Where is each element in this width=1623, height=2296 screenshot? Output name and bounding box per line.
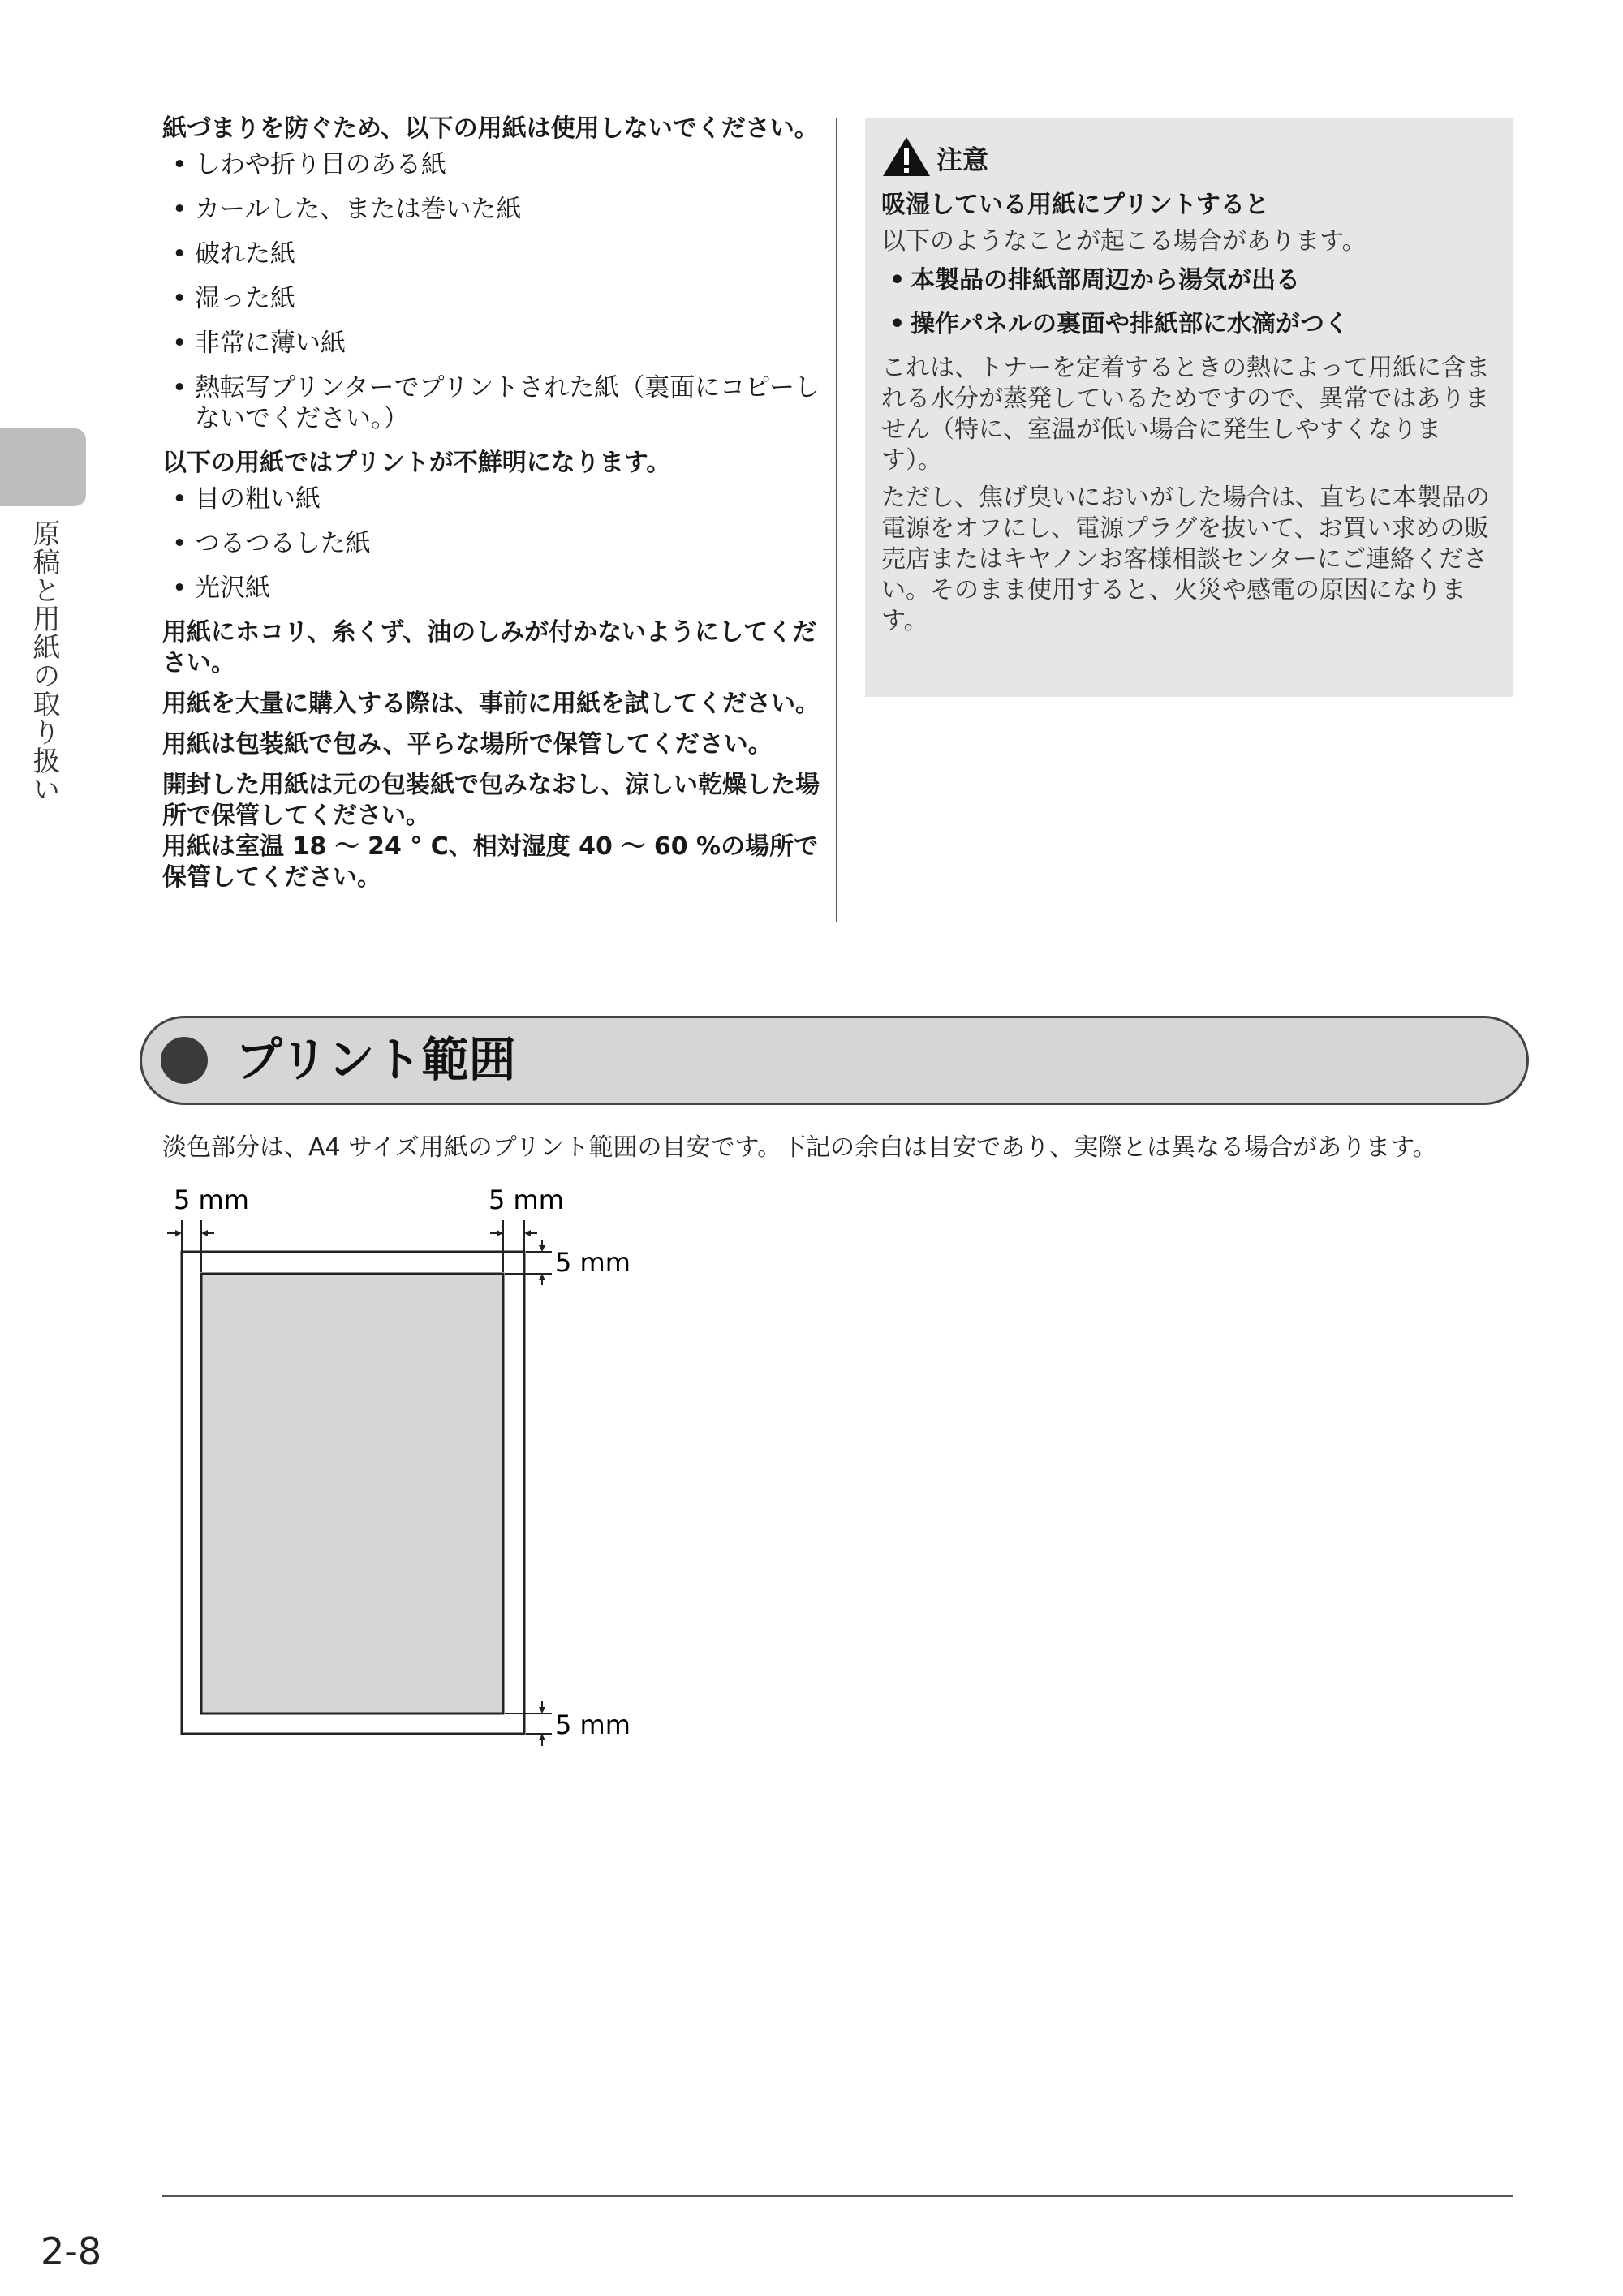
caution-header [881, 137, 1494, 179]
unclear-paper-list [162, 484, 828, 604]
section-intro: 淡色部分は、A4 サイズ用紙のプリント範囲の目安です。下記の余白は目安であり、実際とは異なる場合があります。 [162, 1133, 1437, 1162]
page-number: 2-8 [41, 2229, 102, 2273]
printable-area [201, 1274, 503, 1713]
paper-guidelines [162, 114, 828, 893]
top-margin-label: 5 mm [555, 1247, 631, 1278]
note-temperature: 用紙は室温 18 〜 24 ° C、相対湿度 40 〜 60 %の場所で保管してください。 [162, 832, 819, 892]
bullet-circle-icon [161, 1037, 208, 1084]
list-item: • 本製品の排紙部周辺から湯気が出る [881, 265, 1494, 296]
caution-list [881, 265, 1494, 340]
list-item: • 光沢紙 [162, 573, 828, 604]
footer-rule [162, 2195, 1513, 2197]
heading-avoid-jams: 紙づまりを防ぐため、以下の用紙は使用しないでください。 [162, 114, 819, 143]
warning-icon [881, 135, 932, 181]
list-item: • カールした、または巻いた紙 [162, 194, 828, 225]
note-bulk-purchase: 用紙を大量に購入する際は、事前に用紙を試してください。 [162, 690, 820, 718]
caution-subtitle: 吸湿している用紙にプリントすると [881, 191, 1269, 219]
print-area-diagram [162, 1185, 665, 1772]
caution-warning: ただし、焦げ臭いにおいがした場合は、直ちに本製品の電源をオフにし、電源プラグを抜いて、お買い求めの販売店またはキヤノンお客様相談センターにご連絡ください。そのまま使用すると、火災や感電の原因になります。 [881, 484, 1490, 635]
list-item: • しわや折り目のある紙 [162, 149, 828, 180]
list-item: • 非常に薄い紙 [162, 328, 828, 359]
column-divider [836, 118, 837, 922]
chapter-tab [0, 428, 86, 506]
note-opened-paper: 開封した用紙は元の包装紙で包みなおし、涼しい乾燥した場所で保管してください。 [162, 771, 820, 830]
right-margin-label: 5 mm [489, 1185, 564, 1215]
list-item: • 湿った紙 [162, 283, 828, 314]
chapter-label: 原稿と用紙の取り扱い [28, 519, 60, 803]
heading-unclear-print: 以下の用紙ではプリントが不鮮明になります。 [162, 449, 671, 477]
bottom-margin-label: 5 mm [555, 1709, 631, 1740]
list-item: • つるつるした紙 [162, 528, 828, 559]
avoid-paper-list [162, 149, 828, 434]
list-item: • 目の粗い紙 [162, 484, 828, 514]
list-item: • 熱転写プリンターでプリントされた紙（裏面にコピーしないでください。） [162, 372, 828, 434]
print-area-figure [162, 1185, 665, 1769]
note-dust: 用紙にホコリ、糸くず、油のしみが付かないようにしてください。 [162, 618, 817, 677]
list-item: • 操作パネルの裏面や排紙部に水滴がつく [881, 309, 1494, 340]
caution-title: 注意 [936, 144, 989, 175]
caution-explanation: これは、トナーを定着するときの熱によって用紙に含まれる水分が蒸発しているためですので、異常ではありません（特に、室温が低い場合に発生しやすくなります）。 [881, 354, 1490, 475]
note-storage: 用紙は包装紙で包み、平らな場所で保管してください。 [162, 730, 773, 759]
left-margin-label: 5 mm [174, 1185, 249, 1215]
caution-box [865, 118, 1513, 697]
list-item: • 破れた紙 [162, 239, 828, 269]
section-title: プリント範囲 [235, 1032, 516, 1087]
caution-intro: 以下のようなことが起こる場合があります。 [881, 227, 1367, 256]
